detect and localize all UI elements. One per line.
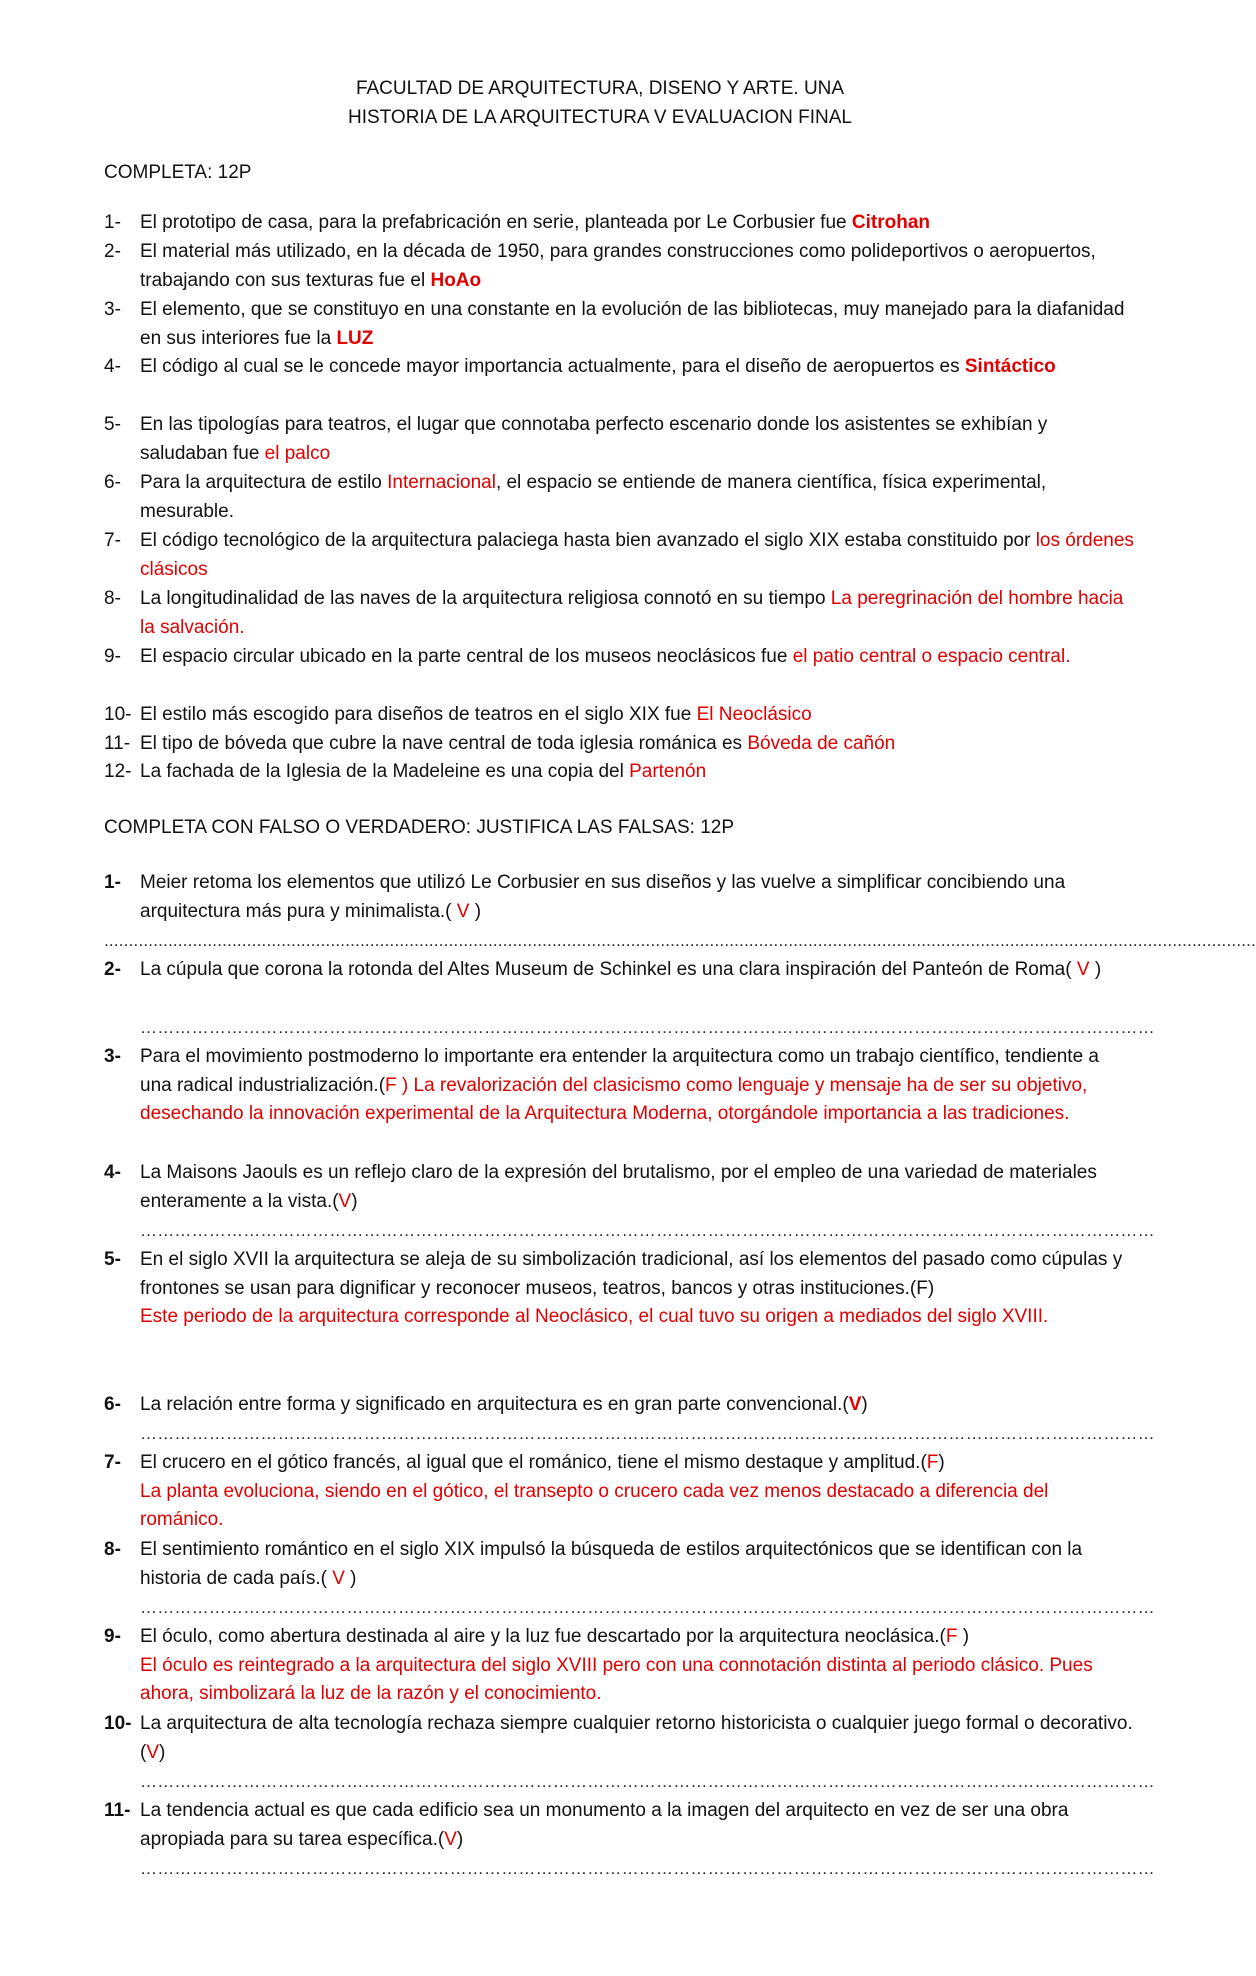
list-item: 12- La fachada de la Iglesia de la Madeleine es una copia del Partenón	[104, 761, 707, 782]
list-item: 10- La arquitectura de alta tecnología rechaza siempre cualquier retorno historicista o cualquier juego formal o decorativo.(V)	[104, 1713, 1133, 1763]
answer-mark: V	[1076, 959, 1090, 980]
list-item: 11- El tipo de bóveda que cubre la nave central de toda iglesia románica es Bóveda de cañón	[104, 733, 896, 754]
justification: La planta evoluciona, siendo en el gótico, el transepto o crucero cada vez menos destacado a diferencia del románico.	[140, 1480, 1049, 1531]
list-item: 1- El prototipo de casa, para la prefabricación en serie, planteada por Le Corbusier fue Citrohan	[104, 212, 930, 233]
institution-title: FACULTAD DE ARQUITECTURA, DISENO Y ARTE. UNA	[355, 78, 845, 99]
list-item: 4- La Maisons Jaouls es un reflejo claro de la expresión del brutalismo, por el empleo de una variedad de materiales enteramente a la vista.(V)	[104, 1162, 1097, 1212]
answer: LUZ	[336, 327, 374, 349]
answer-line: ……………………………………………………………………………………………………………………………………………………………	[140, 1859, 1155, 1878]
justification: La revalorización del clasicismo como lenguaje y mensaje ha de ser su objetivo, desechando la innovación experimental de la Arquitectura Moderna, otorgándole importancia a las tradiciones.	[140, 1074, 1088, 1125]
answer: Citrohan	[851, 212, 930, 233]
list-item: 3- El elemento, que se constituyo en una constante en la evolución de las bibliotecas, muy manejado para la diafanidad en sus interiores fue la LUZ	[104, 299, 1125, 349]
answer: el palco	[264, 442, 331, 464]
list-item: 8- La longitudinalidad de las naves de la arquitectura religiosa connotó en su tiempo La peregrinación del hombre hacia la salvación.	[104, 588, 1124, 638]
answer-line: ……………………………………………………………………………………………………………………………………………………………	[140, 1772, 1155, 1791]
answer-line: ……………………………………………………………………………………………………………………………………………………………	[140, 1018, 1155, 1037]
justification: El óculo es reintegrado a la arquitectura del siglo XVIII pero con una connotación distinta al periodo clásico. Pues ahora, simbolizará la luz de la razón y el conocimiento.	[140, 1654, 1093, 1705]
list-item: 6- Para la arquitectura de estilo Internacional, el espacio se entiende de manera científica, física experimental, mesurable.	[104, 472, 1047, 522]
list-item: 1- Meier retoma los elementos que utilizó Le Corbusier en sus diseños y las vuelve a simplificar concibiendo una arquitectura más pura y minimalista.( V )	[104, 872, 1066, 922]
list-item: 2- El material más utilizado, en la década de 1950, para grandes construcciones como polideportivos o aeropuertos, trabajando con sus texturas fue el HoAo	[104, 241, 1096, 291]
answer: El Neoclásico	[696, 704, 812, 725]
answer-mark: F	[945, 1626, 958, 1647]
answer: Internacional	[387, 472, 496, 493]
list-item: 9- El óculo, como abertura destinada al aire y la luz fue descartado por la arquitectura neoclásica.(F ) El óculo es reintegrado a la arquitectura del siglo XVIII pero con una connotación distinta al periodo clásico. Pues ahora, simbolizará la luz de la razón y el conocimiento.	[104, 1626, 1093, 1705]
answer: Sintáctico	[964, 356, 1056, 377]
answer-mark: F	[385, 1074, 397, 1096]
answer: Bóveda de cañón	[747, 733, 896, 754]
answer-mark: V	[456, 900, 470, 922]
answer: HoAo	[430, 269, 482, 291]
list-item: 5- En las tipologías para teatros, el lugar que connotaba perfecto escenario donde los asistentes se exhibían y saludaban fue el palco	[104, 414, 1048, 464]
list-item: 2- La cúpula que corona la rotonda del Altes Museum de Schinkel es una clara inspiración del Panteón de Roma( V )	[104, 959, 1102, 980]
answer-mark: V	[332, 1567, 345, 1589]
list-item: 9- El espacio circular ubicado en la parte central de los museos neoclásicos fue el patio central o espacio central.	[104, 646, 1071, 667]
answer-line: ……………………………………………………………………………………………………………………………………………………………	[140, 1598, 1155, 1617]
list-item: 7- El código tecnológico de la arquitectura palaciega hasta bien avanzado el siglo XIX estaba constituido por los órdenes clásicos	[104, 530, 1134, 580]
list-item: 6- La relación entre forma y significado en arquitectura es en gran parte convencional.(V)	[104, 1394, 868, 1415]
answer-line: ……………………………………………………………………………………………………………………………………………………………	[140, 1221, 1155, 1240]
answer-mark: V	[444, 1828, 457, 1850]
answer-line: ..........................................................................................................................................................................................................................................	[104, 931, 1256, 950]
answer: Partenón	[629, 761, 707, 782]
answer: el patio central o espacio central.	[792, 646, 1071, 667]
answer: La peregrinación del hombre hacia la salvación.	[140, 588, 1124, 638]
section2-heading: COMPLETA CON FALSO O VERDADERO: JUSTIFICA LAS FALSAS: 12P	[104, 817, 734, 838]
answer-line: ……………………………………………………………………………………………………………………………………………………………	[140, 1424, 1155, 1443]
answer-mark: V	[848, 1394, 862, 1415]
list-item: 7- El crucero en el gótico francés, al igual que el románico, tiene el mismo destaque y amplitud.(F) La planta evoluciona, siendo en el gótico, el transepto o crucero cada vez menos destacado a diferencia del románico.	[104, 1452, 1049, 1531]
list-item: 11- La tendencia actual es que cada edificio sea un monumento a la imagen del arquitecto en vez de ser una obra apropiada para su tarea específica.(V)	[104, 1800, 1069, 1850]
list-item: 3- Para el movimiento postmoderno lo importante era entender la arquitectura como un trabajo científico, tendiente a una radical industrialización.(F ) La revalorización del clasicismo como lenguaje y mensaje ha de ser su objetivo, desechando la innovación experimental de la Arquitectura Moderna, otorgándole importancia a las tradiciones.	[104, 1046, 1099, 1125]
section1-heading: COMPLETA: 12P	[104, 162, 252, 183]
answer: los órdenes clásicos	[140, 530, 1134, 580]
list-item: 10- El estilo más escogido para diseños de teatros en el siglo XIX fue El Neoclásico	[104, 704, 812, 725]
list-item: 5- En el siglo XVII la arquitectura se aleja de su simbolización tradicional, así los elementos del pasado como cúpulas y frontones se usan para dignificar y reconocer museos, teatros, bancos y otras instituciones.(F) Este periodo de la arquitectura corresponde al Neoclásico, el cual tuvo su origen a mediados del siglo XVIII.	[104, 1249, 1123, 1328]
list-item: 8- El sentimiento romántico en el siglo XIX impulsó la búsqueda de estilos arquitectónicos que se identifican con la historia de cada país.( V )	[104, 1539, 1083, 1589]
exam-title: HISTORIA DE LA ARQUITECTURA V EVALUACION FINAL	[348, 107, 852, 128]
justification: Este periodo de la arquitectura corresponde al Neoclásico, el cual tuvo su origen a mediados del siglo XVIII.	[140, 1306, 1049, 1328]
list-item: 4- El código al cual se le concede mayor importancia actualmente, para el diseño de aeropuertos es Sintáctico	[104, 356, 1056, 377]
answer-mark: V	[338, 1190, 352, 1212]
answer-mark: F	[926, 1452, 939, 1473]
answer-mark: V	[146, 1741, 160, 1763]
